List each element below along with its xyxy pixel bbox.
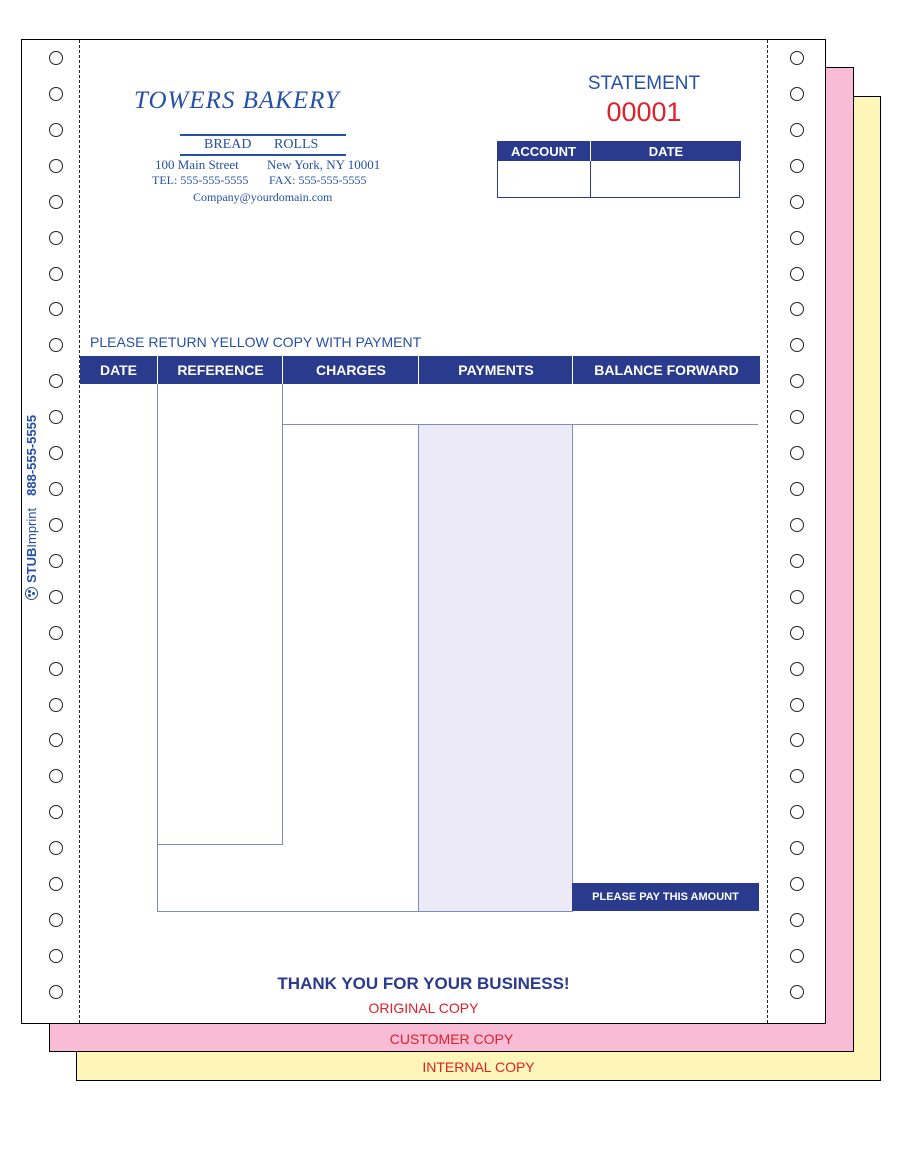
account-header: ACCOUNT [497, 141, 590, 161]
tractor-hole [790, 841, 804, 855]
top-rule [180, 134, 346, 136]
tractor-hole [790, 698, 804, 712]
tractor-hole [790, 913, 804, 927]
tractor-hole [49, 841, 63, 855]
tractor-hole [49, 410, 63, 424]
please-pay-label: PLEASE PAY THIS AMOUNT [572, 883, 759, 911]
tractor-hole [49, 913, 63, 927]
tractor-hole [790, 338, 804, 352]
statement-title: STATEMENT [587, 73, 701, 94]
company-city: New York, NY 10001 [267, 157, 381, 172]
tractor-hole [49, 302, 63, 316]
tractor-hole [790, 267, 804, 281]
stub-imprint-branding [24, 415, 39, 600]
tractor-hole [790, 877, 804, 891]
statement-number: 00001 [606, 97, 682, 127]
company-street: 100 Main Street [155, 157, 239, 172]
col-payments: PAYMENTS [418, 356, 573, 384]
tractor-hole [49, 87, 63, 101]
date-field[interactable] [591, 162, 739, 197]
product-rolls: ROLLS [274, 137, 319, 152]
tractor-hole [49, 662, 63, 676]
customer-copy-label: CUSTOMER COPY [389, 1031, 514, 1047]
right-perforation [767, 40, 769, 1023]
tractor-hole [790, 590, 804, 604]
reference-left-line [157, 384, 158, 912]
original-copy-label: ORIGINAL COPY [368, 1000, 479, 1016]
tractor-hole [49, 949, 63, 963]
stub-brand-light: Imprint [24, 507, 39, 548]
tractor-hole [790, 769, 804, 783]
tractor-hole [49, 554, 63, 568]
tractor-hole [49, 626, 63, 640]
tractor-hole [49, 733, 63, 747]
tractor-hole [790, 805, 804, 819]
tractor-hole [49, 159, 63, 173]
payments-right-line [572, 424, 573, 912]
col-reference: REFERENCE [157, 356, 283, 384]
bottom-rule [180, 154, 346, 156]
tractor-hole [790, 51, 804, 65]
tractor-hole [790, 662, 804, 676]
tractor-hole [790, 518, 804, 532]
tractor-hole [49, 590, 63, 604]
tractor-hole [49, 195, 63, 209]
stub-brand-bold: STUB [24, 547, 39, 583]
thank-you-message: THANK YOU FOR YOUR BUSINESS! [277, 974, 570, 993]
tractor-hole [49, 877, 63, 891]
tractor-hole [49, 267, 63, 281]
account-field[interactable] [498, 162, 589, 197]
tractor-hole [49, 446, 63, 460]
tractor-hole [790, 482, 804, 496]
tractor-hole [790, 123, 804, 137]
col-date: DATE [80, 356, 157, 384]
company-name: TOWERS BAKERY [134, 87, 340, 114]
tractor-hole [790, 302, 804, 316]
tractor-hole [790, 554, 804, 568]
tractor-hole [790, 87, 804, 101]
tractor-hole [49, 805, 63, 819]
tractor-hole [49, 374, 63, 388]
product-bread: BREAD [204, 137, 252, 152]
tractor-hole [49, 698, 63, 712]
stub-phone: 888-555-5555 [24, 414, 39, 496]
col-balance-forward: BALANCE FORWARD [572, 356, 760, 384]
company-tel: TEL: 555-555-5555 [152, 173, 249, 187]
tractor-hole [49, 123, 63, 137]
tractor-hole [790, 410, 804, 424]
table-bottom-line [157, 911, 573, 912]
balance-forward-line [282, 424, 758, 425]
internal-copy-label: INTERNAL COPY [422, 1059, 535, 1075]
tractor-hole [790, 159, 804, 173]
tractor-hole [790, 231, 804, 245]
tractor-hole [49, 769, 63, 783]
reference-bottom-line [157, 844, 283, 845]
tractor-hole [49, 518, 63, 532]
tractor-hole [790, 949, 804, 963]
tractor-hole [49, 338, 63, 352]
company-fax: FAX: 555-555-5555 [269, 173, 367, 187]
tractor-hole [790, 446, 804, 460]
original-copy-sheet [21, 39, 826, 1024]
tractor-hole [790, 626, 804, 640]
reference-right-line [282, 384, 283, 844]
left-perforation [79, 40, 81, 1023]
charges-right-line [418, 424, 419, 912]
tractor-hole [49, 51, 63, 65]
tractor-hole [49, 231, 63, 245]
stub-logo-icon [25, 587, 38, 600]
tractor-hole [790, 374, 804, 388]
tractor-hole [790, 195, 804, 209]
tractor-hole [49, 482, 63, 496]
date-header: DATE [590, 141, 741, 161]
company-email: Company@yourdomain.com [193, 190, 333, 204]
payments-shaded-column [419, 424, 572, 911]
return-instruction: PLEASE RETURN YELLOW COPY WITH PAYMENT [90, 334, 422, 350]
col-charges: CHARGES [282, 356, 419, 384]
tractor-hole [790, 733, 804, 747]
